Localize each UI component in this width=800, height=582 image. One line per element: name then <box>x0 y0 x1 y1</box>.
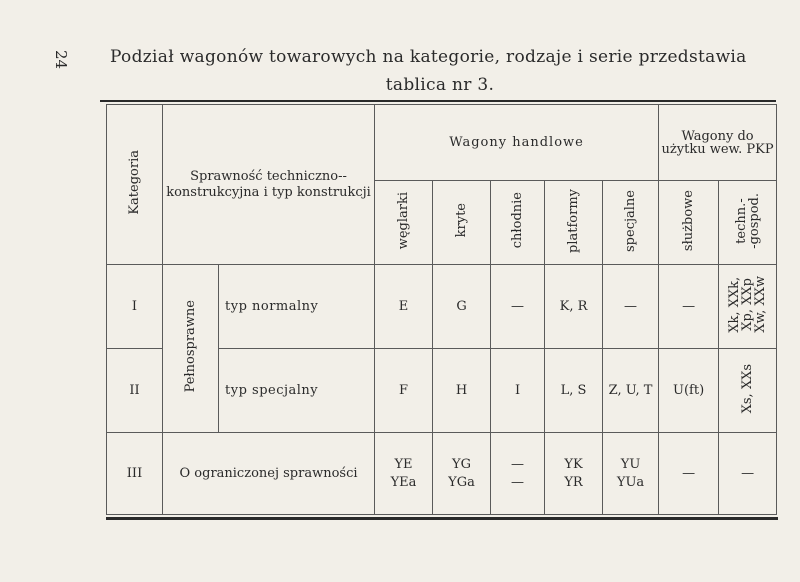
pelnosprawne-label: Pełnosprawne <box>182 300 198 393</box>
cell: K, R <box>545 265 603 349</box>
cell: YK YR <box>545 433 603 515</box>
cell: G <box>433 265 491 349</box>
cell: Z, U, T <box>603 349 659 433</box>
cell: — <box>491 265 545 349</box>
header-col-platformy: platformy <box>545 181 603 265</box>
row-typ: typ normalny <box>219 265 375 349</box>
header-wagony-pkp: Wagony do użytku wew. PKP <box>659 105 777 181</box>
row-kategoria: II <box>107 349 163 433</box>
header-kategoria <box>107 105 163 265</box>
table-row <box>107 265 777 349</box>
cell: YE YEa <box>375 433 433 515</box>
header-col-chlodnie: chłodnie <box>491 181 545 265</box>
pelnosprawne-cell <box>163 265 219 433</box>
cell: — — <box>491 433 545 515</box>
cell-techn: Xs, XXs <box>719 349 777 433</box>
header-col-specjalne: specjalne <box>603 181 659 265</box>
cell: I <box>491 349 545 433</box>
cell: — <box>659 265 719 349</box>
row-kategoria: III <box>107 433 163 515</box>
cell: YU YUa <box>603 433 659 515</box>
cell: YG YGa <box>433 433 491 515</box>
header-col-sluzbowe: służbowe <box>659 181 719 265</box>
caption <box>110 44 770 98</box>
header-col-techn-gospod: techn.- -gospod. <box>719 181 777 265</box>
row-typ: typ specjalny <box>219 349 375 433</box>
caption-line-2: tablica nr 3. <box>385 75 495 95</box>
wagon-categories-table <box>106 104 777 515</box>
cell-techn: — <box>719 433 777 515</box>
caption-line-1: Podział wagonów towarowych na kategorie, rodzaje i serie przedstawia <box>110 47 747 67</box>
table-top-rule <box>100 100 776 102</box>
header-col-kryte: kryte <box>433 181 491 265</box>
cell: E <box>375 265 433 349</box>
header-col-weglarki: węglarki <box>375 181 433 265</box>
table-row <box>107 433 777 515</box>
cell: H <box>433 349 491 433</box>
cell: — <box>659 433 719 515</box>
row-kategoria: I <box>107 265 163 349</box>
cell: U(ft) <box>659 349 719 433</box>
page-number: 24 <box>52 50 70 70</box>
cell: — <box>603 265 659 349</box>
header-kategoria-label: Kategoria <box>126 150 142 215</box>
table-bottom-rule <box>106 517 778 520</box>
cell: L, S <box>545 349 603 433</box>
header-wagony-handlowe: Wagony handlowe <box>375 105 659 181</box>
cell: F <box>375 349 433 433</box>
row-typ: O ograniczonej sprawności <box>163 433 375 515</box>
cell-techn: Xk, XXk, Xp, XXp Xw, XXw <box>719 265 777 349</box>
header-sprawnosc: Sprawność techniczno--konstrukcyjna i typ konstrukcji <box>163 105 375 265</box>
